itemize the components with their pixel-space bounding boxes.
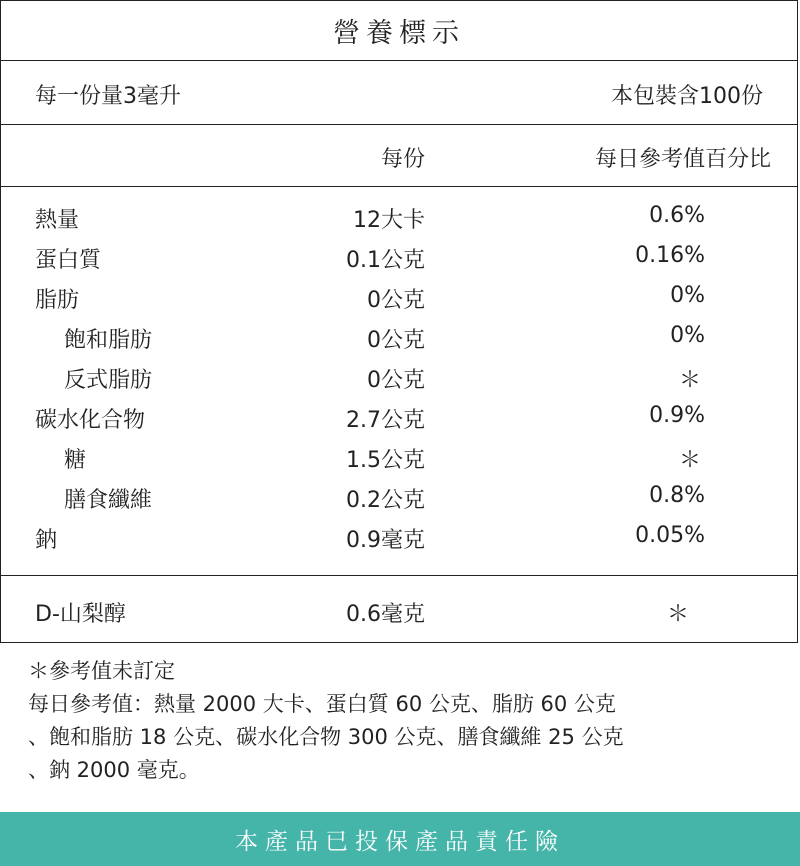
nutrient-name: 熱量 [35, 208, 80, 233]
nutrient-row-sugar [1, 439, 797, 479]
nutrient-name: 糖 [64, 448, 87, 473]
nutrient-daily-value: 0.05% [635, 523, 705, 548]
footnote-daily-values-end: 、鈉 2000 毫克。 [28, 758, 200, 782]
nutrient-name: 膳食纖維 [64, 488, 153, 513]
nutrient-daily-value: ＊ [678, 448, 701, 473]
nutrient-name: 脂肪 [35, 288, 80, 313]
nutrient-daily-value: 0.6% [649, 203, 705, 228]
footnote-daily-values-cont: 、飽和脂肪 18 公克、碳水化合物 300 公克、膳食纖維 25 公克 [28, 725, 624, 749]
nutrient-per-serving: 0.6毫克 [346, 602, 425, 627]
nutrient-row-saturated-fat [1, 319, 797, 359]
nutrient-per-serving: 0公克 [367, 288, 425, 313]
nutrient-per-serving: 12大卡 [353, 208, 425, 233]
nutrient-row-protein [1, 239, 797, 279]
nutrient-row-dietary-fiber [1, 479, 797, 519]
nutrient-daily-value: 0.9% [649, 403, 705, 428]
nutrient-name: 蛋白質 [35, 248, 102, 273]
daily-value-header: 每日參考值百分比 [594, 147, 771, 172]
nutrient-per-serving: 0.2公克 [346, 488, 425, 513]
nutrient-daily-value: ＊ [678, 368, 701, 393]
nutrient-daily-value: 0% [670, 283, 705, 308]
nutrient-per-serving: 0.1公克 [346, 248, 425, 273]
footnotes [28, 655, 773, 787]
nutrient-row-d-sorbitol [1, 591, 797, 635]
nutrient-daily-value: 0.16% [635, 243, 705, 268]
nutrient-name: 反式脂肪 [64, 368, 153, 393]
nutrient-row-fat [1, 279, 797, 319]
nutrient-daily-value: 0% [670, 323, 705, 348]
nutrient-per-serving: 2.7公克 [346, 408, 425, 433]
nutrient-per-serving: 0公克 [367, 368, 425, 393]
nutrient-name: D-山梨醇 [35, 602, 126, 627]
nutrient-row-sodium [1, 519, 797, 559]
nutrient-per-serving: 0.9毫克 [346, 528, 425, 553]
section-divider [1, 575, 797, 576]
nutrient-per-serving: 1.5公克 [346, 448, 425, 473]
serving-size: 每一份量3毫升 [35, 84, 181, 109]
servings-per-package: 本包裝含100份 [611, 84, 763, 109]
nutrient-name: 碳水化合物 [35, 408, 146, 433]
insurance-banner: 本產品已投保產品責任險 [0, 812, 800, 866]
label-title: 營養標示 [1, 1, 797, 61]
column-headers [1, 125, 797, 187]
nutrient-name: 鈉 [35, 528, 58, 553]
nutrient-name: 飽和脂肪 [64, 328, 153, 353]
nutrient-daily-value: 0.8% [649, 483, 705, 508]
footnote-undefined: ＊參考值未訂定 [28, 659, 175, 683]
nutrient-per-serving: 0公克 [367, 328, 425, 353]
nutrient-row-carbohydrate [1, 399, 797, 439]
nutrient-rows [1, 199, 797, 559]
per-serving-header: 每份 [380, 147, 425, 172]
nutrient-row-trans-fat [1, 359, 797, 399]
footnote-daily-values: 每日參考值：熱量 2000 大卡、蛋白質 60 公克、脂肪 60 公克 [28, 692, 616, 716]
nutrient-row-calories [1, 199, 797, 239]
serving-row [1, 61, 797, 125]
nutrient-daily-value: ＊ [666, 602, 689, 627]
